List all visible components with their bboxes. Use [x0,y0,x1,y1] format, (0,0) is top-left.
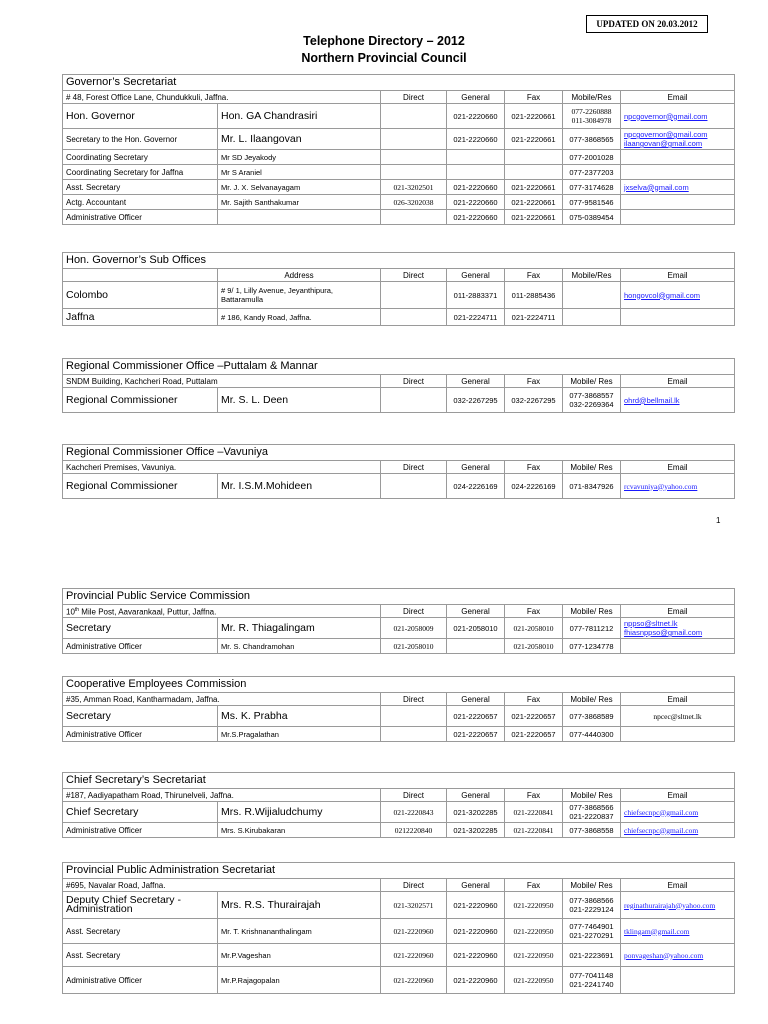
name-cell: Mr. I.S.M.Mohideen [218,474,381,499]
email-cell [621,823,735,838]
name-cell: Mr. L. Ilaangovan [218,129,381,150]
email-cell [621,944,735,967]
section-address: #187, Aadiyapatham Road, Thirunelveli, Jaffna. [63,789,381,802]
fax-cell: 021-2220661 [505,195,563,210]
mobile-cell: 077-7464901 021-2270291 [563,919,621,944]
header-email: Email [621,91,735,104]
header-mobile: Mobile/ Res [563,605,621,618]
email-link[interactable]: rcvavuniya@yahoo.com [624,481,698,491]
role-cell: Asst. Secretary [63,919,218,944]
name-cell: Mr.S.Pragalathan [218,727,381,742]
name-cell: Ms. K. Prabha [218,706,381,727]
general-cell: 011-2883371 [447,282,505,309]
role-cell: Deputy Chief Secretary - Administration [63,892,218,919]
email-link[interactable]: npcec@sltnet.lk [653,711,702,721]
section-table [62,862,735,994]
header-fax: Fax [505,269,563,282]
updated-badge: UPDATED ON 20.03.2012 [586,15,708,33]
name-cell: Mrs. S.Kirubakaran [218,823,381,838]
header-general: General [447,789,505,802]
role-cell: Secretary [63,706,218,727]
header-general: General [447,693,505,706]
email-cell [621,967,735,994]
section-table [62,74,735,225]
name-cell: Mr. T. Krishnananthalingam [218,919,381,944]
email-cell [621,388,735,413]
section-title: Provincial Public Administration Secretariat [63,863,735,879]
email-link[interactable]: fhiasnppso@gmail.com [624,628,703,637]
mobile-cell: 021-2223691 [563,944,621,967]
header-address: Address [218,269,381,282]
header-mobile: Mobile/Res [563,91,621,104]
name-cell: Mr S Araniel [218,165,381,180]
general-cell: 021-2220660 [447,210,505,225]
table-row [63,706,735,727]
section-title: Regional Commissioner Office –Vavuniya [63,445,735,461]
email-cell [621,104,735,129]
email-cell [621,282,735,309]
table-row [63,892,735,919]
direct-cell [381,727,447,742]
mobile-cell [563,309,621,326]
page-title: Telephone Directory – 2012 [303,34,465,48]
email-link[interactable]: npcgovernor@gmail.com [624,130,708,139]
role-cell: Secretary [63,618,218,639]
table-row [63,165,735,180]
table-row [63,474,735,499]
fax-cell: 032-2267295 [505,388,563,413]
email-cell [621,706,735,727]
email-link[interactable]: chiefsecnpc@gmail.com [624,825,699,835]
header-fax: Fax [505,375,563,388]
table-row [63,967,735,994]
header-mobile: Mobile/Res [563,269,621,282]
header-email: Email [621,693,735,706]
email-link[interactable]: npcgovernor@gmail.com [624,111,708,121]
direct-cell: 021-2220960 [381,919,447,944]
header-general: General [447,375,505,388]
role-cell: Administrative Officer [63,967,218,994]
section-table [62,252,735,326]
fax-cell: 024-2226169 [505,474,563,499]
header-general: General [447,461,505,474]
general-cell: 021-2220960 [447,892,505,919]
header-mobile: Mobile/ Res [563,461,621,474]
direct-cell [381,129,447,150]
role-cell: Administrative Officer [63,639,218,654]
role-cell: Actg. Accountant [63,195,218,210]
fax-cell: 021-2058010 [505,639,563,654]
role-cell: Jaffna [63,309,218,326]
role-cell: Administrative Officer [63,210,218,225]
mobile-cell: 077-2001028 [563,150,621,165]
general-cell: 021-2220960 [447,919,505,944]
fax-cell: 021-2058010 [505,618,563,639]
header-email: Email [621,789,735,802]
mobile-cell: 077-3868589 [563,706,621,727]
email-cell [621,474,735,499]
section-address: #695, Navalar Road, Jaffna. [63,879,381,892]
header-fax: Fax [505,789,563,802]
header-mobile: Mobile/ Res [563,693,621,706]
email-cell [621,727,735,742]
email-link[interactable]: chiefsecnpc@gmail.com [624,807,699,817]
mobile-cell: 077-4440300 [563,727,621,742]
name-cell: Mr. J. X. Selvanayagam [218,180,381,195]
table-row [63,802,735,823]
role-cell: Asst. Secretary [63,180,218,195]
header-fax: Fax [505,879,563,892]
direct-cell [381,474,447,499]
role-cell: Colombo [63,282,218,309]
fax-cell: 021-2220950 [505,892,563,919]
section-address: #35, Amman Road, Kantharmadam, Jaffna. [63,693,381,706]
mobile-cell: 077-3868558 [563,823,621,838]
direct-cell: 0212220840 [381,823,447,838]
fax-cell: 011-2885436 [505,282,563,309]
table-row [63,388,735,413]
section-title: Provincial Public Service Commission [63,589,735,605]
header-direct: Direct [381,789,447,802]
table-row [63,129,735,150]
fax-cell: 021-2220661 [505,180,563,195]
general-cell: 021-2220660 [447,104,505,129]
fax-cell: 021-2220950 [505,944,563,967]
name-cell: Mr. Sajith Santhakumar [218,195,381,210]
mobile-cell: 077-3868557 032-2269364 [563,388,621,413]
mobile-cell: 077-2377203 [563,165,621,180]
general-cell: 021-2058010 [447,618,505,639]
name-cell: Mr. S. Chandramohan [218,639,381,654]
fax-cell: 021-2220657 [505,706,563,727]
role-cell: Administrative Officer [63,823,218,838]
table-row [63,727,735,742]
table-row [63,639,735,654]
name-cell: Mrs. R.S. Thurairajah [218,892,381,919]
table-row [63,919,735,944]
email-link[interactable]: ohrd@bellmail.lk [624,395,680,405]
header-mobile: Mobile/ Res [563,879,621,892]
role-cell: Regional Commissioner [63,474,218,499]
general-cell: 021-2220657 [447,727,505,742]
section-title: Governor’s Secretariat [63,75,735,91]
general-cell: 021-2220660 [447,195,505,210]
table-row [63,309,735,326]
general-cell: 021-3202285 [447,802,505,823]
section-address: Kachcheri Premises, Vavuniya. [63,461,381,474]
fax-cell: 021-2220950 [505,919,563,944]
section-address: SNDM Building, Kachcheri Road, Puttalam [63,375,381,388]
table-row [63,282,735,309]
table-row [63,180,735,195]
header-mobile: Mobile/ Res [563,789,621,802]
section-table [62,358,735,413]
email-cell [621,618,735,639]
general-cell [447,639,505,654]
header-email: Email [621,879,735,892]
email-link[interactable]: ilaangovan@gmail.com [624,139,703,148]
email-cell [621,150,735,165]
header-email: Email [621,461,735,474]
direct-cell: 021-2058010 [381,639,447,654]
direct-cell [381,210,447,225]
section-title: Hon. Governor’s Sub Offices [63,253,735,269]
fax-cell [505,165,563,180]
mobile-cell: 077-2260888 011-3084978 [563,104,621,129]
direct-cell: 021-2058009 [381,618,447,639]
section-table [62,588,735,654]
general-cell: 021-2220960 [447,967,505,994]
general-cell: 021-2224711 [447,309,505,326]
header-fax: Fax [505,693,563,706]
mobile-cell: 077-9581546 [563,195,621,210]
header-blank [63,269,218,282]
direct-cell [381,282,447,309]
general-cell [447,165,505,180]
email-link[interactable]: ponvageshan@yahoo.com [624,950,704,960]
email-link[interactable]: tklingam@gmail.com [624,926,690,936]
role-cell: Chief Secretary [63,802,218,823]
direct-cell: 021-2220843 [381,802,447,823]
general-cell: 021-2220657 [447,706,505,727]
section-title: Chief Secretary’s Secretariat [63,773,735,789]
general-cell: 021-2220660 [447,180,505,195]
fax-cell: 021-2220841 [505,823,563,838]
mobile-cell: 077-7811212 [563,618,621,639]
section-table [62,676,735,742]
name-cell: Mr.P.Vageshan [218,944,381,967]
header-email: Email [621,375,735,388]
email-cell [621,180,735,195]
fax-cell: 021-2224711 [505,309,563,326]
table-row [63,104,735,129]
direct-cell: 021-3202501 [381,180,447,195]
section-title: Regional Commissioner Office –Puttalam & Mannar [63,359,735,375]
header-direct: Direct [381,91,447,104]
header-direct: Direct [381,693,447,706]
section-address: # 48, Forest Office Lane, Chundukkuli, Jaffna. [63,91,381,104]
email-cell [621,210,735,225]
direct-cell: 021-2220960 [381,967,447,994]
role-cell: Coordinating Secretary [63,150,218,165]
section-table [62,772,735,838]
header-fax: Fax [505,605,563,618]
table-row [63,150,735,165]
header-fax: Fax [505,461,563,474]
fax-cell [505,150,563,165]
role-cell: Regional Commissioner [63,388,218,413]
mobile-cell: 077-3868565 [563,129,621,150]
name-cell: # 9/ 1, Lilly Avenue, Jeyanthipura, Battaramulla [218,282,381,309]
direct-cell: 026-3202038 [381,195,447,210]
table-row [63,210,735,225]
general-cell: 021-2220960 [447,944,505,967]
header-general: General [447,91,505,104]
direct-cell: 021-2220960 [381,944,447,967]
direct-cell [381,150,447,165]
name-cell: Mr.P.Rajagopalan [218,967,381,994]
email-cell [621,639,735,654]
email-cell [621,195,735,210]
general-cell: 024-2226169 [447,474,505,499]
general-cell: 032-2267295 [447,388,505,413]
role-cell: Asst. Secretary [63,944,218,967]
table-row [63,823,735,838]
header-general: General [447,269,505,282]
email-cell [621,802,735,823]
name-cell: Mr SD Jeyakody [218,150,381,165]
page-subtitle: Northern Provincial Council [301,51,467,65]
role-cell: Secretary to the Hon. Governor [63,129,218,150]
table-row [63,944,735,967]
header-email: Email [621,269,735,282]
header-direct: Direct [381,605,447,618]
role-cell: Administrative Officer [63,727,218,742]
role-cell: Coordinating Secretary for Jaffna [63,165,218,180]
section-table [62,444,735,499]
general-cell: 021-2220660 [447,129,505,150]
table-row [63,618,735,639]
mobile-cell: 075-0389454 [563,210,621,225]
fax-cell: 021-2220841 [505,802,563,823]
name-cell [218,210,381,225]
role-cell: Hon. Governor [63,104,218,129]
header-direct: Direct [381,375,447,388]
section-title: Cooperative Employees Commission [63,677,735,693]
direct-cell [381,706,447,727]
fax-cell: 021-2220950 [505,967,563,994]
name-cell: Mr. R. Thiagalingam [218,618,381,639]
email-link[interactable]: hongovcol@gmail.com [624,290,700,300]
email-link[interactable]: jxselva@gmail.com [624,182,689,192]
mobile-cell [563,282,621,309]
header-direct: Direct [381,269,447,282]
direct-cell: 021-3202571 [381,892,447,919]
header-fax: Fax [505,91,563,104]
header-email: Email [621,605,735,618]
name-cell: Mrs. R.Wijialudchumy [218,802,381,823]
mobile-cell: 077-3868566 021-2229124 [563,892,621,919]
fax-cell: 021-2220661 [505,129,563,150]
table-row [63,195,735,210]
section-address: 10th Mile Post, Aavarankaal, Puttur, Jaffna. [63,605,381,618]
mobile-cell: 071-8347926 [563,474,621,499]
name-cell: Hon. GA Chandrasiri [218,104,381,129]
email-link[interactable]: reginathurairajah@yahoo.com [624,900,716,910]
header-direct: Direct [381,879,447,892]
email-cell [621,165,735,180]
fax-cell: 021-2220657 [505,727,563,742]
fax-cell: 021-2220661 [505,210,563,225]
mobile-cell: 077-7041148 021-2241740 [563,967,621,994]
general-cell [447,150,505,165]
email-cell [621,919,735,944]
direct-cell [381,388,447,413]
direct-cell [381,309,447,326]
direct-cell [381,104,447,129]
email-cell [621,129,735,150]
header-general: General [447,879,505,892]
email-cell [621,892,735,919]
mobile-cell: 077-3174628 [563,180,621,195]
email-cell [621,309,735,326]
header-general: General [447,605,505,618]
fax-cell: 021-2220661 [505,104,563,129]
mobile-cell: 077-1234778 [563,639,621,654]
name-cell: Mr. S. L. Deen [218,388,381,413]
name-cell: # 186, Kandy Road, Jaffna. [218,309,381,326]
general-cell: 021-3202285 [447,823,505,838]
page-number: 1 [716,516,721,525]
email-link[interactable]: nppso@sltnet.lk [624,619,678,628]
header-mobile: Mobile/ Res [563,375,621,388]
mobile-cell: 077-3868566 021-2220837 [563,802,621,823]
direct-cell [381,165,447,180]
header-direct: Direct [381,461,447,474]
